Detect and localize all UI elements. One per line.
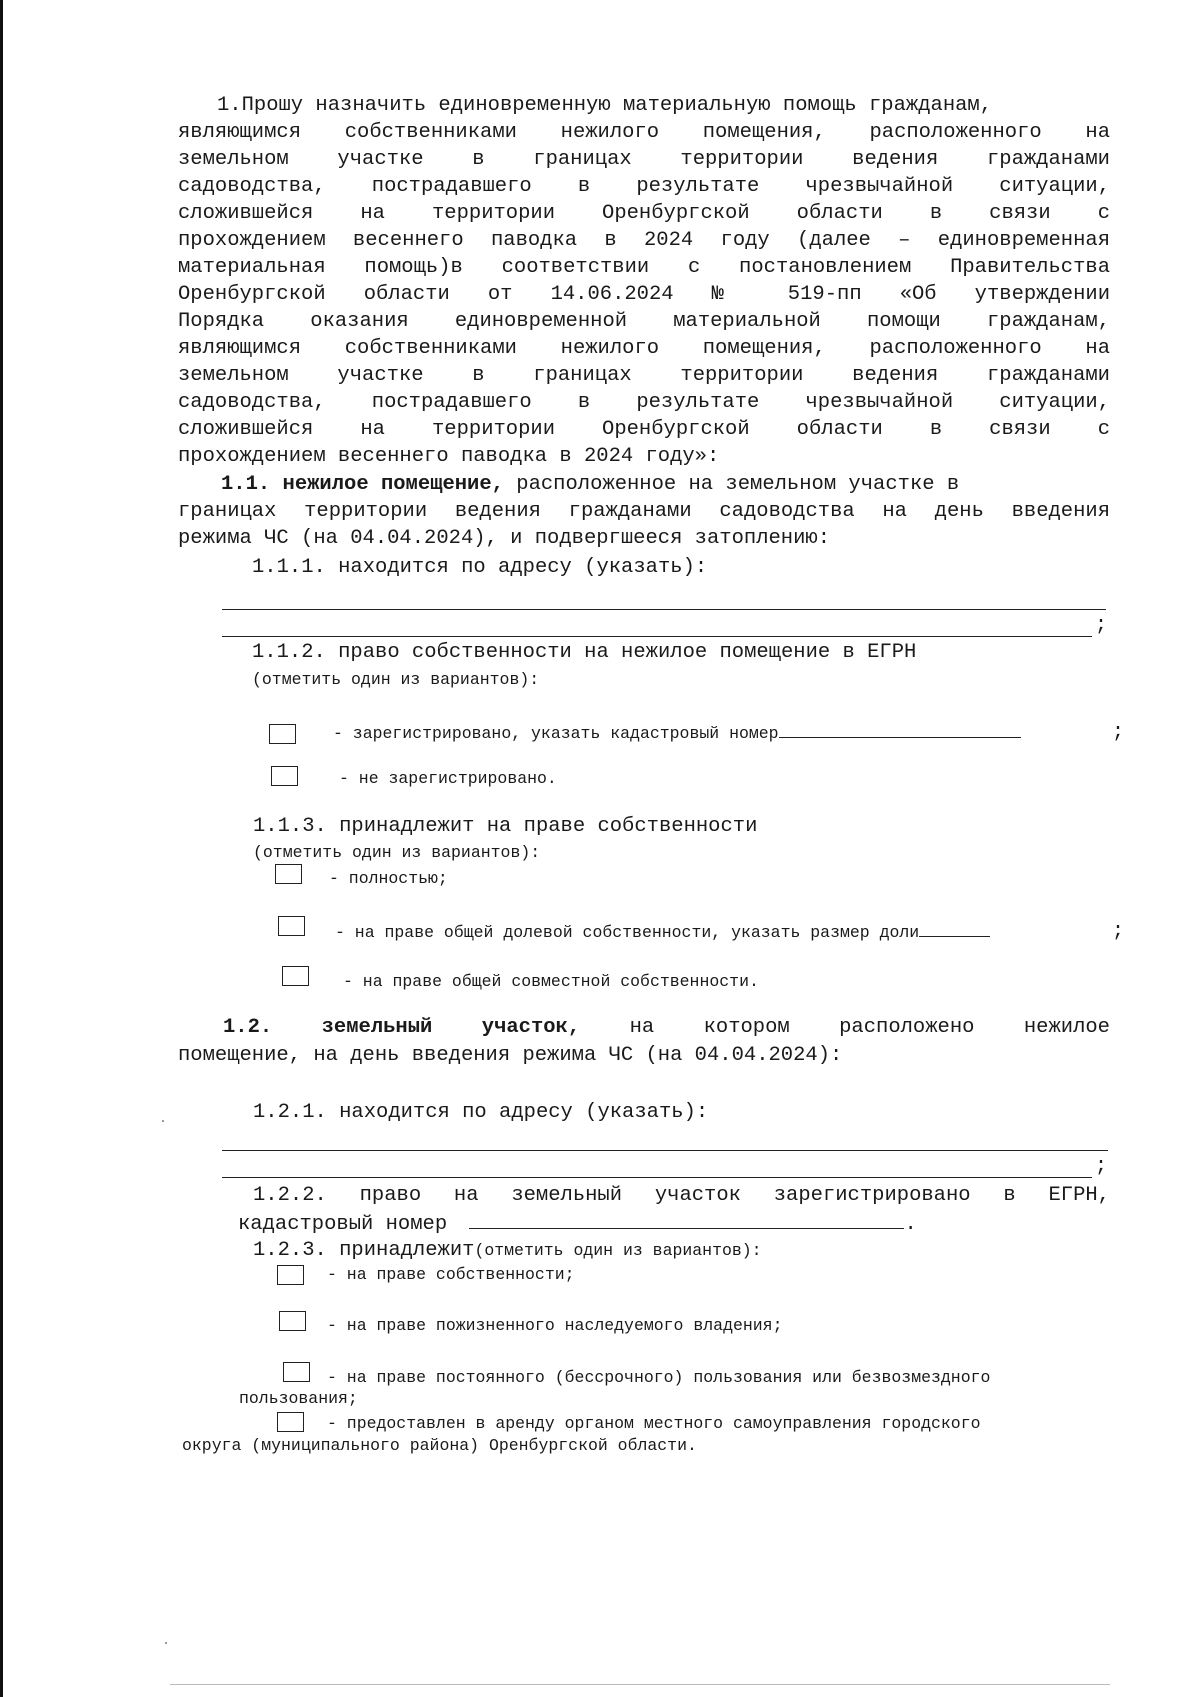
scan-speck [162,1120,164,1122]
checkbox-joint[interactable] [282,966,309,986]
text-line: режима ЧС (на 04.04.2024), и подвергшееся затоплению: [178,527,831,550]
option-not-registered: - не зарегистрировано. [339,769,557,788]
semicolon: ; [1112,920,1125,943]
section-1-1-2-title: 1.1.2. право собственности на нежилое помещение в ЕГРН [252,641,917,664]
text-line: Порядка оказания единовременной материальной помощи гражданам, [178,310,1110,333]
section-term: нежилое помещение, [282,473,504,496]
hint-text: (отметить один из вариантов): [252,670,540,689]
option-permanent-use-cont: пользования; [239,1389,358,1408]
option-lease-cont: округа (муниципального района) Оренбургской области. [182,1436,697,1455]
option-label: - на праве общей долевой собственности, указать размер доли [335,923,920,942]
share-size-field[interactable] [919,920,990,937]
text-line: прохождением весеннего паводка в 2024 году»: [178,445,720,468]
section-term: участок, [481,1016,581,1039]
text-line: материальная помощь)в соответствии с постановлением Правительства [178,256,1110,279]
address-line-1[interactable] [222,609,1106,610]
text-line: границах территории ведения гражданами садоводства на день введения [178,500,1110,523]
text-line: Оренбургской области от 14.06.2024 № 519-пп «Об утверждении [178,283,1110,306]
section-number: 1.2. [223,1016,273,1039]
section-1-1-3-title: 1.1.3. принадлежит на праве собственности [253,815,758,838]
semicolon: ; [1095,614,1108,637]
checkbox-ownership[interactable] [277,1265,304,1285]
section-1-2-2-line: 1.2.2. право на земельный участок зарегистрировано в ЕГРН, [253,1184,1110,1207]
section-text: расположенное на земельном участке в [516,473,960,496]
scan-edge-bottom [170,1684,1110,1685]
option-lease: - предоставлен в аренду органом местного самоуправления городского [327,1414,981,1433]
text-line: являющимся собственниками нежилого помещения, расположенного на [178,121,1110,144]
option-permanent-use: - на праве постоянного (бессрочного) пользования или безвозмездного [327,1368,991,1387]
section-text: расположено [839,1016,975,1039]
text-line: садоводства, пострадавшего в результате чрезвычайной ситуации, [178,391,1110,414]
section-1-1-1-label: 1.1.1. находится по адресу (указать): [252,556,708,579]
section-1-1-heading [221,473,959,497]
land-cadastral-number-field[interactable] [469,1212,904,1229]
hint-text: (отметить один из вариантов): [474,1241,762,1260]
text-line: сложившейся на территории Оренбургской области в связи с [178,202,1110,225]
section-term: земельный [321,1016,433,1039]
section-text: нежилое [1023,1016,1110,1039]
cadastral-label: кадастровый номер [238,1213,448,1236]
checkbox-lease[interactable] [277,1412,304,1432]
section-text: на [629,1016,655,1039]
text-line: прохождением весеннего паводка в 2024 году (далее – единовременная [178,229,1110,252]
semicolon: ; [1112,721,1125,744]
option-shared [335,920,990,943]
checkbox-inherited[interactable] [279,1311,306,1331]
option-ownership: - на праве собственности; [327,1265,575,1284]
checkbox-full[interactable] [275,864,302,884]
checkbox-registered[interactable] [269,724,296,744]
scan-edge [0,0,3,1697]
address-line-2[interactable] [222,636,1092,637]
cadastral-number-field[interactable] [779,721,1021,738]
hint-text: (отметить один из вариантов): [253,843,541,862]
checkbox-shared[interactable] [278,916,305,936]
text-line: земельном участке в границах территории ведения гражданами [178,148,1110,171]
period: . [904,1213,917,1236]
section-text: котором [703,1016,790,1039]
option-joint: - на праве общей совместной собственности. [343,972,759,991]
section-1-2-1-label: 1.2.1. находится по адресу (указать): [253,1101,709,1124]
checkbox-not-registered[interactable] [271,766,298,786]
option-inherited: - на праве пожизненного наследуемого владения; [327,1316,783,1335]
option-label: - зарегистрировано, указать кадастровый номер [333,724,779,743]
section-1-2-3-title [253,1239,762,1263]
text-line: помещение, на день введения режима ЧС (на 04.04.2024): [178,1044,843,1067]
semicolon: ; [1095,1155,1108,1178]
text-line: сложившейся на территории Оренбургской области в связи с [178,418,1110,441]
text-line: земельном участке в границах территории ведения гражданами [178,364,1110,387]
section-text: 1.2.3. принадлежит [253,1239,475,1262]
option-registered [333,721,1021,744]
text-line: являющимся собственниками нежилого помещения, расположенного на [178,337,1110,360]
text-line: садоводства, пострадавшего в результате чрезвычайной ситуации, [178,175,1110,198]
section-number: 1.1. [221,473,271,496]
checkbox-permanent-use[interactable] [283,1362,310,1382]
section-1-2-2-line [238,1212,917,1237]
text-line: 1.Прошу назначить единовременную материальную помощь гражданам, [217,94,993,117]
option-full: - полностью; [329,869,448,888]
scan-speck [165,1642,167,1644]
address-line-1[interactable] [222,1150,1108,1151]
address-line-2[interactable] [222,1177,1092,1178]
section-1-2-heading [223,1016,1110,1040]
